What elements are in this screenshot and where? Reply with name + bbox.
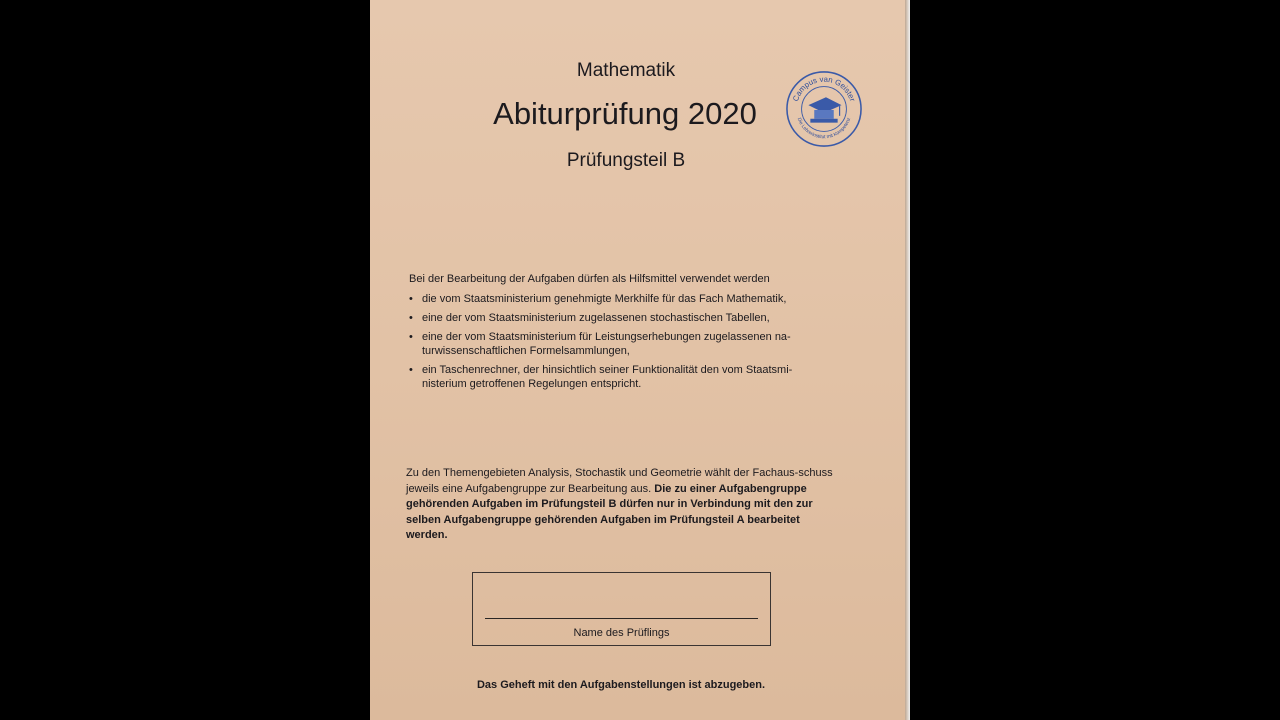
- bullet-icon: •: [409, 331, 413, 343]
- aid-item-text: eine der vom Staatsministerium zugelassenen stochastischen Tabellen,: [422, 312, 770, 324]
- list-item: [409, 292, 829, 306]
- topics-bold-text: Die zu einer Aufgabengruppe gehörenden Aufgaben im Prüfungsteil B dürfen nur in Verbindung mit den zur selben Aufgabengruppe gehörenden Aufgaben im Prüfungsteil A bearbeitet werden.: [406, 482, 813, 541]
- list-item: [409, 330, 829, 358]
- aid-item-text: ein Taschenrechner, der hinsichtlich seiner Funktionalität den vom Staatsmi-nisterium getroffenen Regelungen entspricht.: [422, 364, 793, 390]
- campus-stamp-logo: [785, 70, 863, 148]
- stamp-text-top: Campus van Geister: [790, 74, 858, 103]
- aid-item-text: die vom Staatsministerium genehmigte Merkhilfe für das Fach Mathematik,: [422, 293, 787, 305]
- list-item: [409, 363, 829, 391]
- candidate-name-box: [472, 572, 771, 646]
- aid-item-text: eine der vom Staatsministerium für Leistungserhebungen zugelassenen na-turwissenschaftlichen Formelsammlungen,: [422, 331, 791, 357]
- paper-edge: [905, 0, 910, 720]
- bullet-icon: •: [409, 312, 413, 324]
- bullet-icon: •: [409, 364, 413, 376]
- topics-normal-text: Zu den Themengebieten Analysis, Stochastik und Geometrie wählt der Fachaus-schuss jeweils eine Aufgabengruppe zur Bearbeitung aus.: [406, 467, 833, 495]
- list-item: [409, 311, 829, 325]
- name-signature-line: [485, 618, 758, 619]
- graduation-cap-icon: [808, 97, 841, 122]
- subject-heading: Mathematik: [576, 60, 676, 81]
- exam-title: Abiturprüfung 2020: [493, 96, 757, 131]
- exam-cover-sheet: [370, 0, 908, 720]
- topic-selection-paragraph: [406, 466, 834, 544]
- aids-list: [409, 292, 829, 391]
- handover-note: Das Geheft mit den Aufgabenstellungen ist abzugeben.: [476, 679, 766, 691]
- permitted-aids-section: [409, 272, 829, 396]
- stamp-text-bottom: Die Lehrerinstitut mit Kompetenz: [795, 117, 853, 141]
- exam-part-heading: Prüfungsteil B: [566, 150, 686, 171]
- bullet-icon: •: [409, 293, 413, 305]
- name-caption: Name des Prüflings: [573, 627, 670, 639]
- aids-intro: Bei der Bearbeitung der Aufgaben dürfen als Hilfsmittel verwendet werden: [409, 273, 770, 285]
